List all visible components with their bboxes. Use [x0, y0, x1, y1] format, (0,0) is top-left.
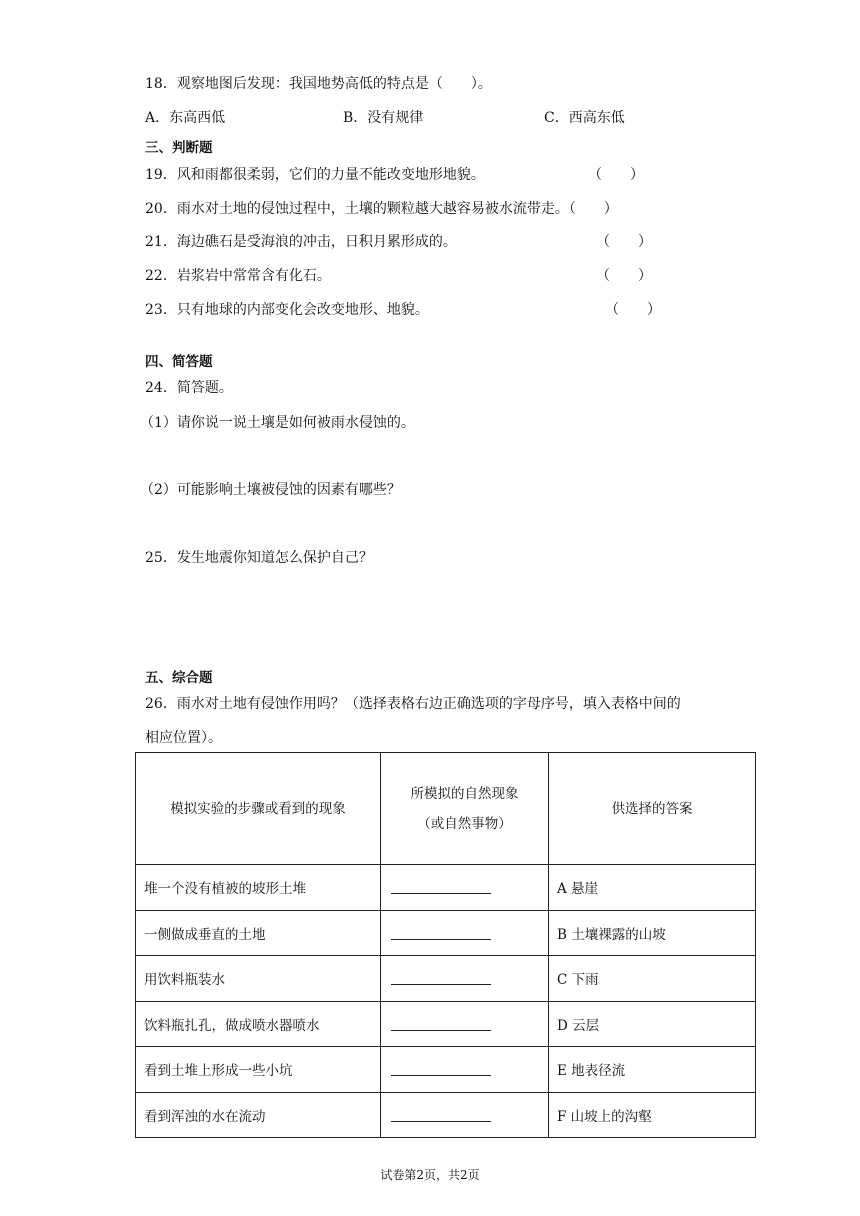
header-answer-options: 供选择的答案 — [549, 753, 756, 865]
option-cell: B 土壤裸露的山坡 — [549, 910, 756, 956]
header-experiment-step: 模拟实验的步骤或看到的现象 — [136, 753, 381, 865]
step-cell: 饮料瓶扎孔，做成喷水器喷水 — [136, 1001, 381, 1047]
option-cell: E 地表径流 — [549, 1047, 756, 1093]
option-cell: A 悬崖 — [549, 865, 756, 911]
section-title-comprehensive: 五、综合题 — [145, 670, 213, 686]
table-row — [136, 1092, 756, 1138]
answer-blank-cell[interactable] — [381, 910, 549, 956]
option-cell: D 云层 — [549, 1001, 756, 1047]
answer-blank[interactable] — [391, 1063, 491, 1076]
step-cell: 一侧做成垂直的土地 — [136, 910, 381, 956]
answer-blank[interactable] — [391, 1018, 491, 1031]
answer-paren-19: （ ） — [588, 167, 644, 183]
table-header-row — [136, 753, 756, 865]
table-row — [136, 865, 756, 911]
table-row — [136, 956, 756, 1002]
answer-paren-21: （ ） — [596, 234, 652, 250]
answer-blank[interactable] — [391, 1109, 491, 1122]
answer-blank[interactable] — [391, 972, 491, 985]
answer-blank-cell[interactable] — [381, 865, 549, 911]
q26-table — [135, 752, 756, 1138]
table-row — [136, 1001, 756, 1047]
answer-blank[interactable] — [391, 927, 491, 940]
question-20-text: 20．雨水对土地的侵蚀过程中，土壤的颗粒越大越容易被水流带走。 — [145, 201, 569, 217]
table-row — [136, 910, 756, 956]
question-22: 22．岩浆岩中常常含有化石。 — [145, 268, 331, 284]
step-cell: 看到土堆上形成一些小坑 — [136, 1047, 381, 1093]
question-24: 24．简答题。 — [145, 380, 233, 396]
header-natural-phenomenon-line-1: 所模拟的自然现象 — [410, 785, 519, 802]
option-cell: F 山坡上的沟壑 — [549, 1092, 756, 1138]
answer-blank[interactable] — [391, 881, 491, 894]
question-24-part-2: （2）可能影响土壤被侵蚀的因素有哪些？ — [140, 482, 401, 498]
question-25: 25．发生地震你知道怎么保护自己？ — [145, 550, 373, 566]
answer-paren-20: （ ） — [568, 201, 618, 217]
section-title-short-answer: 四、简答题 — [145, 354, 213, 370]
question-19: 19．风和雨都很柔弱，它们的力量不能改变地形地貌。 — [145, 167, 485, 183]
q18-option-b: B．没有规律 — [343, 110, 424, 126]
question-18-stem: 18．观察地图后发现：我国地势高低的特点是（ ）。 — [145, 76, 492, 92]
answer-blank-cell[interactable] — [381, 1001, 549, 1047]
option-cell: C 下雨 — [549, 956, 756, 1002]
page-footer: 试卷第2页，共2页 — [380, 1168, 480, 1182]
section-title-judgement: 三、判断题 — [145, 140, 213, 156]
question-26-line-2: 相应位置）。 — [145, 730, 222, 746]
step-cell: 用饮料瓶装水 — [136, 956, 381, 1002]
answer-blank-cell[interactable] — [381, 956, 549, 1002]
question-23: 23．只有地球的内部变化会改变地形、地貌。 — [145, 302, 429, 318]
answer-blank-cell[interactable] — [381, 1092, 549, 1138]
question-24-part-1: （1）请你说一说土壤是如何被雨水侵蚀的。 — [140, 415, 415, 431]
header-natural-phenomenon-line-2: （或自然事物） — [417, 815, 512, 832]
question-21: 21．海边礁石是受海浪的冲击，日积月累形成的。 — [145, 234, 457, 250]
question-26-line-1: 26．雨水对土地有侵蚀作用吗？（选择表格右边正确选项的字母序号，填入表格中间的 — [145, 696, 681, 712]
question-20 — [145, 198, 618, 218]
step-cell: 堆一个没有植被的坡形土堆 — [136, 865, 381, 911]
q18-option-c: C．西高东低 — [544, 110, 625, 126]
q18-option-a: A．东高西低 — [145, 110, 226, 126]
step-cell: 看到浑浊的水在流动 — [136, 1092, 381, 1138]
answer-paren-23: （ ） — [605, 302, 661, 318]
answer-paren-22: （ ） — [596, 268, 652, 284]
table-row — [136, 1047, 756, 1093]
header-natural-phenomenon — [381, 753, 549, 865]
answer-blank-cell[interactable] — [381, 1047, 549, 1093]
